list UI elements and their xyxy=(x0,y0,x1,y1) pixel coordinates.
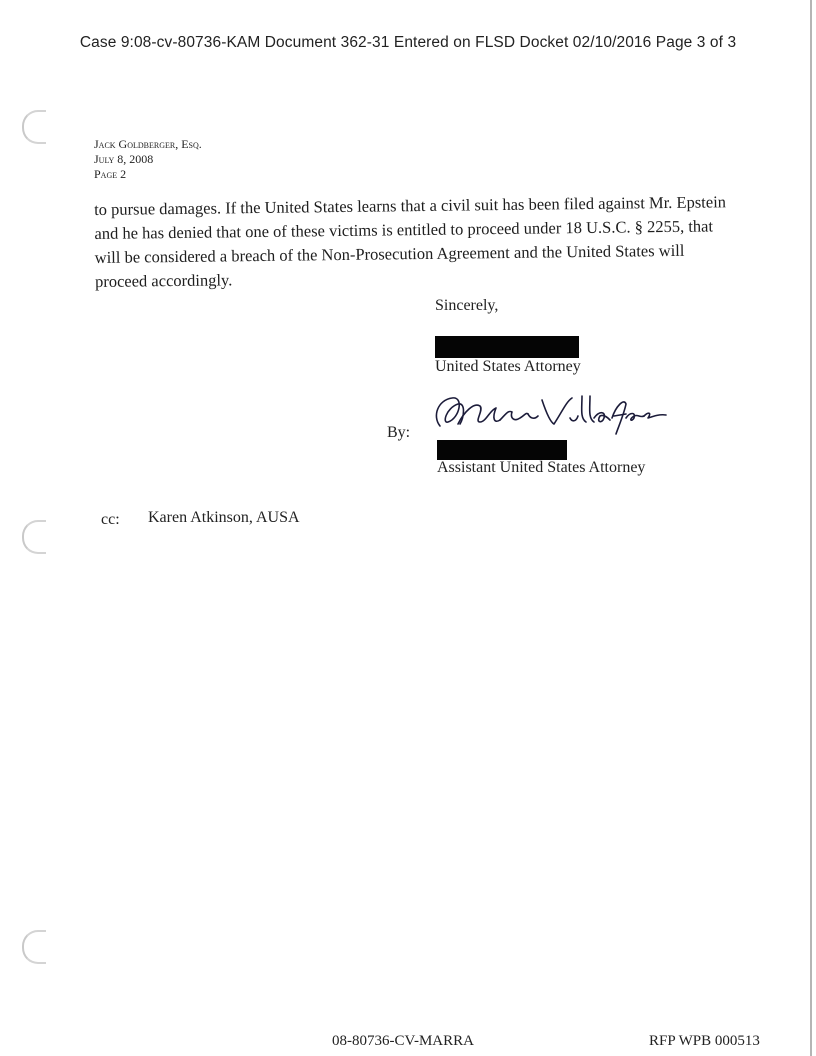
body-paragraph: to pursue damages. If the United States learns that a civil suit has been filed against Mr. Epstein and he has denied that one of these victims is entitled to proceed under 18 U.S.C. § 2255, that will be considered a breach of the Non-Prosecution Agreement and the United States will proceed accordingly. xyxy=(94,192,727,291)
punch-hole-middle xyxy=(22,520,46,554)
page-edge-line xyxy=(810,0,812,1056)
date-line: July 8, 2008 xyxy=(94,152,154,166)
punch-hole-top xyxy=(22,110,46,144)
punch-hole-bottom xyxy=(22,930,46,964)
footer-case-number: 08-80736-CV-MARRA xyxy=(332,1033,474,1049)
redaction-bar xyxy=(437,440,567,460)
recipient-line: Jack Goldberger, Esq. xyxy=(94,137,202,151)
signer-title-1: United States Attorney xyxy=(435,358,581,375)
signer-title-2: Assistant United States Attorney xyxy=(437,459,646,476)
letter-header xyxy=(94,137,202,182)
handwritten-signature xyxy=(430,388,670,438)
cc-label: cc: xyxy=(101,511,120,528)
page-line: Page 2 xyxy=(94,167,127,181)
footer-bates-number: RFP WPB 000513 xyxy=(649,1033,760,1049)
case-stamp-header: Case 9:08-cv-80736-KAM Document 362-31 Entered on FLSD Docket 02/10/2016 Page 3 of 3 xyxy=(79,34,737,51)
cc-recipient: Karen Atkinson, AUSA xyxy=(148,509,300,526)
closing-sincerely: Sincerely, xyxy=(435,297,499,314)
by-label: By: xyxy=(387,424,411,441)
redaction-bar xyxy=(435,336,579,358)
